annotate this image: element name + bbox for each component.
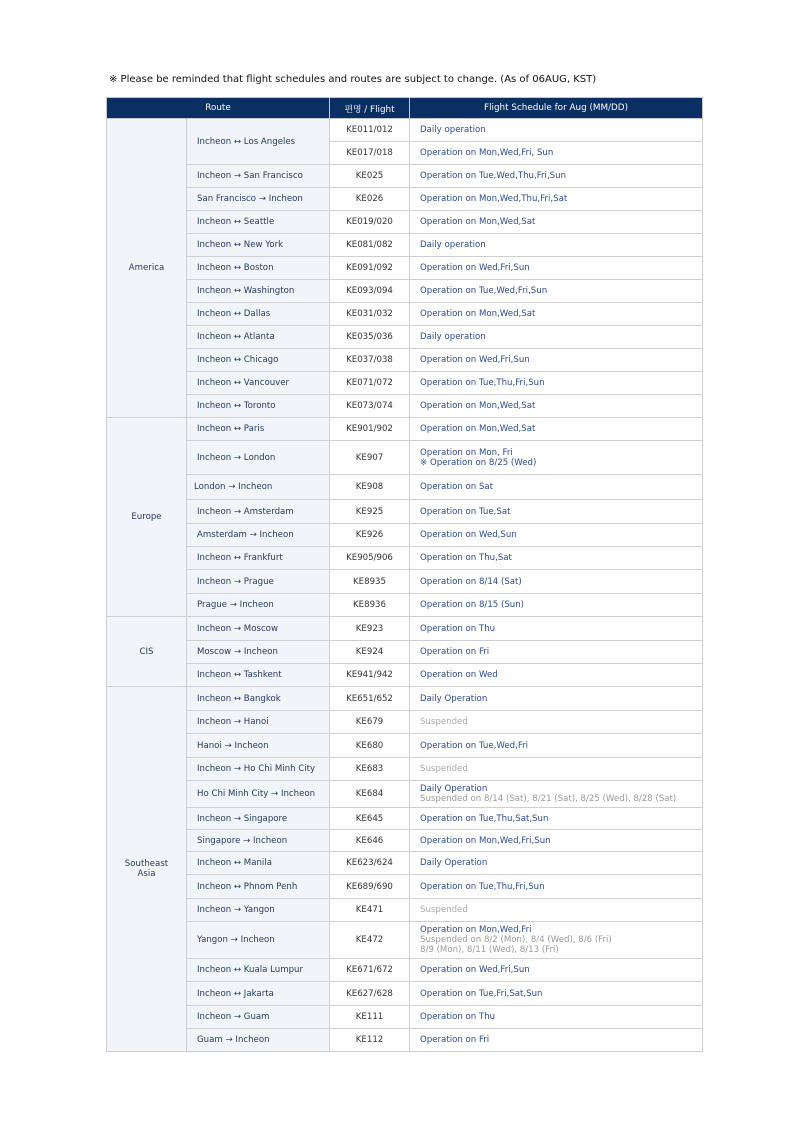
route-cell: Hanoi → Incheon [187,734,330,758]
route-cell: Incheon ↔ Phnom Penh [187,875,330,899]
table-row [107,570,703,594]
region-cell: Europe [107,418,187,617]
table-row [107,303,703,326]
table-row [107,808,703,830]
table-row [107,982,703,1006]
table-row [107,441,703,475]
flight-number-cell: KE925 [330,500,410,524]
schedule-line: Daily Operation [420,784,488,794]
route-cell: Incheon ↔ Chicago [187,349,330,372]
route-cell: Incheon → Ho Chi Minh City [187,758,330,781]
route-cell: Incheon → Amsterdam [187,500,330,524]
schedule-line: Suspended [420,717,468,727]
schedule-cell [410,711,703,734]
route-cell: Yangon → Incheon [187,922,330,959]
table-row [107,475,703,500]
table-row [107,119,703,142]
table-row [107,617,703,641]
flight-number-cell: KE091/092 [330,257,410,280]
route-cell: Incheon ↔ New York [187,234,330,257]
flight-number-cell: KE924 [330,641,410,664]
schedule-cell [410,808,703,830]
flight-number-cell: KE472 [330,922,410,959]
route-cell: Incheon → Singapore [187,808,330,830]
table-row [107,875,703,899]
schedule-line: Operation on Tue,Thu,Fri,Sun [420,881,545,892]
schedule-cell [410,211,703,234]
route-cell: Incheon ↔ Frankfurt [187,547,330,570]
schedule-cell [410,372,703,395]
schedule-cell [410,959,703,982]
schedule-cell [410,641,703,664]
schedule-line: Operation on Tue,Sat [420,506,511,517]
schedule-cell [410,594,703,617]
flight-number-cell: KE8935 [330,570,410,594]
table-row [107,547,703,570]
flight-number-cell: KE093/094 [330,280,410,303]
route-cell: Incheon ↔ Kuala Lumpur [187,959,330,982]
table-row [107,211,703,234]
flight-number-cell: KE037/038 [330,349,410,372]
table-row [107,188,703,211]
schedule-line: Operation on Mon,Wed,Thu,Fri,Sat [420,194,568,204]
schedule-cell [410,922,703,959]
flight-number-cell: KE908 [330,475,410,500]
schedule-cell [410,524,703,547]
table-row [107,899,703,922]
schedule-line: Daily operation [420,240,486,250]
route-cell: Prague → Incheon [187,594,330,617]
schedule-line: Operation on Mon,Wed,Fri [420,925,532,935]
flight-number-cell: KE905/906 [330,547,410,570]
route-cell: Incheon ↔ Boston [187,257,330,280]
route-cell: Guam → Incheon [187,1029,330,1052]
schedule-cell [410,188,703,211]
route-cell: Incheon ↔ Vancouver [187,372,330,395]
schedule-cell [410,441,703,475]
schedule-cell [410,500,703,524]
table-row [107,524,703,547]
flight-number-cell: KE8936 [330,594,410,617]
route-cell: Incheon ↔ Seattle [187,211,330,234]
header-schedule: Flight Schedule for Aug (MM/DD) [410,98,703,119]
route-cell: Incheon ↔ Bangkok [187,687,330,711]
schedule-cell [410,280,703,303]
route-cell: Incheon → Moscow [187,617,330,641]
schedule-cell [410,781,703,808]
route-cell: Singapore → Incheon [187,830,330,852]
table-row [107,234,703,257]
schedule-line: Operation on Wed,Fri,Sun [420,965,530,975]
table-row [107,326,703,349]
route-cell: San Francisco → Incheon [187,188,330,211]
table-row [107,594,703,617]
flight-number-cell: KE907 [330,441,410,475]
flight-number-cell: KE031/032 [330,303,410,326]
route-cell: Incheon → Prague [187,570,330,594]
table-row [107,500,703,524]
flight-number-cell: KE071/072 [330,372,410,395]
schedule-line: Daily Operation [420,693,488,704]
schedule-cell [410,875,703,899]
flight-schedule-table [106,97,703,1052]
schedule-line: Operation on Mon,Wed,Sat [420,309,536,319]
table-row [107,349,703,372]
schedule-line: Operation on Mon,Wed,Sat [420,424,536,434]
schedule-cell [410,830,703,852]
schedule-line: Operation on Mon,Wed,Sat [420,401,536,411]
route-cell: Incheon ↔ Atlanta [187,326,330,349]
table-row [107,1029,703,1052]
schedule-line: Operation on Thu [420,623,496,634]
schedule-cell [410,1006,703,1029]
schedule-line: Operation on Wed,Fri,Sun [420,263,530,273]
schedule-cell [410,1029,703,1052]
flight-number-cell: KE073/074 [330,395,410,418]
flight-number-cell: KE680 [330,734,410,758]
schedule-cell [410,687,703,711]
route-cell: Incheon → London [187,441,330,475]
flight-number-cell: KE112 [330,1029,410,1052]
header-flight: 편명 / Flight [330,98,410,119]
flight-number-cell: KE941/942 [330,664,410,687]
flight-number-cell: KE623/624 [330,852,410,875]
flight-number-cell: KE684 [330,781,410,808]
flight-number-cell: KE017/018 [330,142,410,165]
schedule-line: Daily Operation [420,858,488,868]
table-row [107,1006,703,1029]
region-cell: Southeast Asia [107,687,187,1052]
route-cell: Incheon → Guam [187,1006,330,1029]
table-row [107,372,703,395]
flight-number-cell: KE111 [330,1006,410,1029]
schedule-cell [410,547,703,570]
schedule-notice: ※ Please be reminded that flight schedules and routes are subject to change. (As of 06AUG, KST) [109,74,597,85]
table-row [107,758,703,781]
table-row [107,781,703,808]
flight-number-cell: KE689/690 [330,875,410,899]
schedule-line: Operation on Mon,Wed,Sat [420,217,536,227]
schedule-note: Suspended on 8/14 (Sat), 8/21 (Sat), 8/25 (Wed), 8/28 (Sat) [420,794,677,804]
table-row [107,852,703,875]
table-body [107,119,703,1052]
schedule-line: Operation on Fri [420,1035,490,1045]
table-row [107,418,703,441]
flight-number-cell: KE627/628 [330,982,410,1006]
region-cell: America [107,119,187,418]
route-cell: Incheon ↔ Jakarta [187,982,330,1006]
schedule-cell [410,570,703,594]
schedule-line: Operation on Wed,Sun [420,530,517,540]
schedule-cell [410,142,703,165]
table-row [107,280,703,303]
route-cell: Moscow → Incheon [187,641,330,664]
schedule-line: Operation on Wed [420,670,498,680]
route-cell: Ho Chi Minh City → Incheon [187,781,330,808]
schedule-cell [410,303,703,326]
route-cell: Incheon ↔ Tashkent [187,664,330,687]
schedule-line: Suspended [420,764,468,774]
schedule-cell [410,326,703,349]
flight-number-cell: KE645 [330,808,410,830]
route-cell: Incheon → Hanoi [187,711,330,734]
schedule-line: Operation on Fri [420,647,490,657]
schedule-line: Operation on Tue,Thu,Fri,Sun [420,378,545,388]
schedule-line: Operation on Mon,Wed,Fri,Sun [420,835,551,846]
flight-number-cell: KE646 [330,830,410,852]
table-row [107,395,703,418]
flight-number-cell: KE901/902 [330,418,410,441]
schedule-line: Operation on 8/14 (Sat) [420,576,522,587]
schedule-line: Operation on Tue,Wed,Fri,Sun [420,286,548,296]
schedule-cell [410,418,703,441]
flight-number-cell: KE019/020 [330,211,410,234]
route-cell: Incheon ↔ Toronto [187,395,330,418]
schedule-cell [410,982,703,1006]
table-row [107,687,703,711]
schedule-line: Operation on Wed,Fri,Sun [420,355,530,365]
flight-number-cell: KE926 [330,524,410,547]
table-row [107,257,703,280]
schedule-line: Operation on Sat [420,482,494,492]
schedule-cell [410,395,703,418]
route-cell: Incheon → San Francisco [187,165,330,188]
route-cell: Incheon ↔ Washington [187,280,330,303]
flight-number-cell: KE679 [330,711,410,734]
route-cell: London → Incheon [187,475,330,500]
route-cell: Incheon ↔ Dallas [187,303,330,326]
schedule-note: Suspended on 8/2 (Mon), 8/4 (Wed), 8/6 (Fri) [420,935,612,945]
schedule-cell [410,664,703,687]
schedule-cell [410,617,703,641]
flight-number-cell: KE683 [330,758,410,781]
schedule-cell [410,852,703,875]
schedule-note: 8/9 (Mon), 8/11 (Wed), 8/13 (Fri) [420,945,559,955]
schedule-cell [410,758,703,781]
region-cell: CIS [107,617,187,687]
header-route: Route [107,98,330,119]
table-row [107,734,703,758]
schedule-cell [410,234,703,257]
route-cell: Incheon → Yangon [187,899,330,922]
flight-number-cell: KE025 [330,165,410,188]
table-row [107,641,703,664]
flight-number-cell: KE671/672 [330,959,410,982]
schedule-cell [410,165,703,188]
flight-number-cell: KE011/012 [330,119,410,142]
table-row [107,922,703,959]
route-cell: Incheon ↔ Paris [187,418,330,441]
schedule-cell [410,899,703,922]
schedule-note: ※ Operation on 8/25 (Wed) [420,457,537,468]
schedule-line: Operation on Thu [420,1012,496,1022]
schedule-line: Suspended [420,905,468,915]
table-row [107,711,703,734]
flight-number-cell: KE026 [330,188,410,211]
table-row [107,959,703,982]
table-row [107,830,703,852]
route-cell: Incheon ↔ Manila [187,852,330,875]
schedule-line: Operation on Mon,Wed,Fri, Sun [420,148,554,158]
schedule-line: Operation on Tue,Wed,Fri [420,740,529,751]
schedule-cell [410,119,703,142]
schedule-line: Operation on 8/15 (Sun) [420,600,525,610]
flight-number-cell: KE471 [330,899,410,922]
schedule-line: Operation on Tue,Wed,Thu,Fri,Sun [420,171,567,181]
schedule-cell [410,257,703,280]
schedule-line: Operation on Thu,Sat [420,553,512,563]
schedule-line: Daily operation [420,332,486,342]
route-cell: Amsterdam → Incheon [187,524,330,547]
flight-number-cell: KE081/082 [330,234,410,257]
table-header-row [107,98,703,119]
route-cell: Incheon ↔ Los Angeles [187,119,330,165]
flight-number-cell: KE035/036 [330,326,410,349]
table-row [107,165,703,188]
schedule-cell [410,734,703,758]
schedule-line: Daily operation [420,125,486,135]
schedule-cell [410,349,703,372]
table-row [107,664,703,687]
schedule-line: Operation on Mon, Fri [420,447,513,458]
schedule-cell [410,475,703,500]
flight-number-cell: KE923 [330,617,410,641]
schedule-line: Operation on Tue,Fri,Sat,Sun [420,988,543,999]
schedule-line: Operation on Tue,Thu,Sat,Sun [420,813,549,824]
flight-number-cell: KE651/652 [330,687,410,711]
